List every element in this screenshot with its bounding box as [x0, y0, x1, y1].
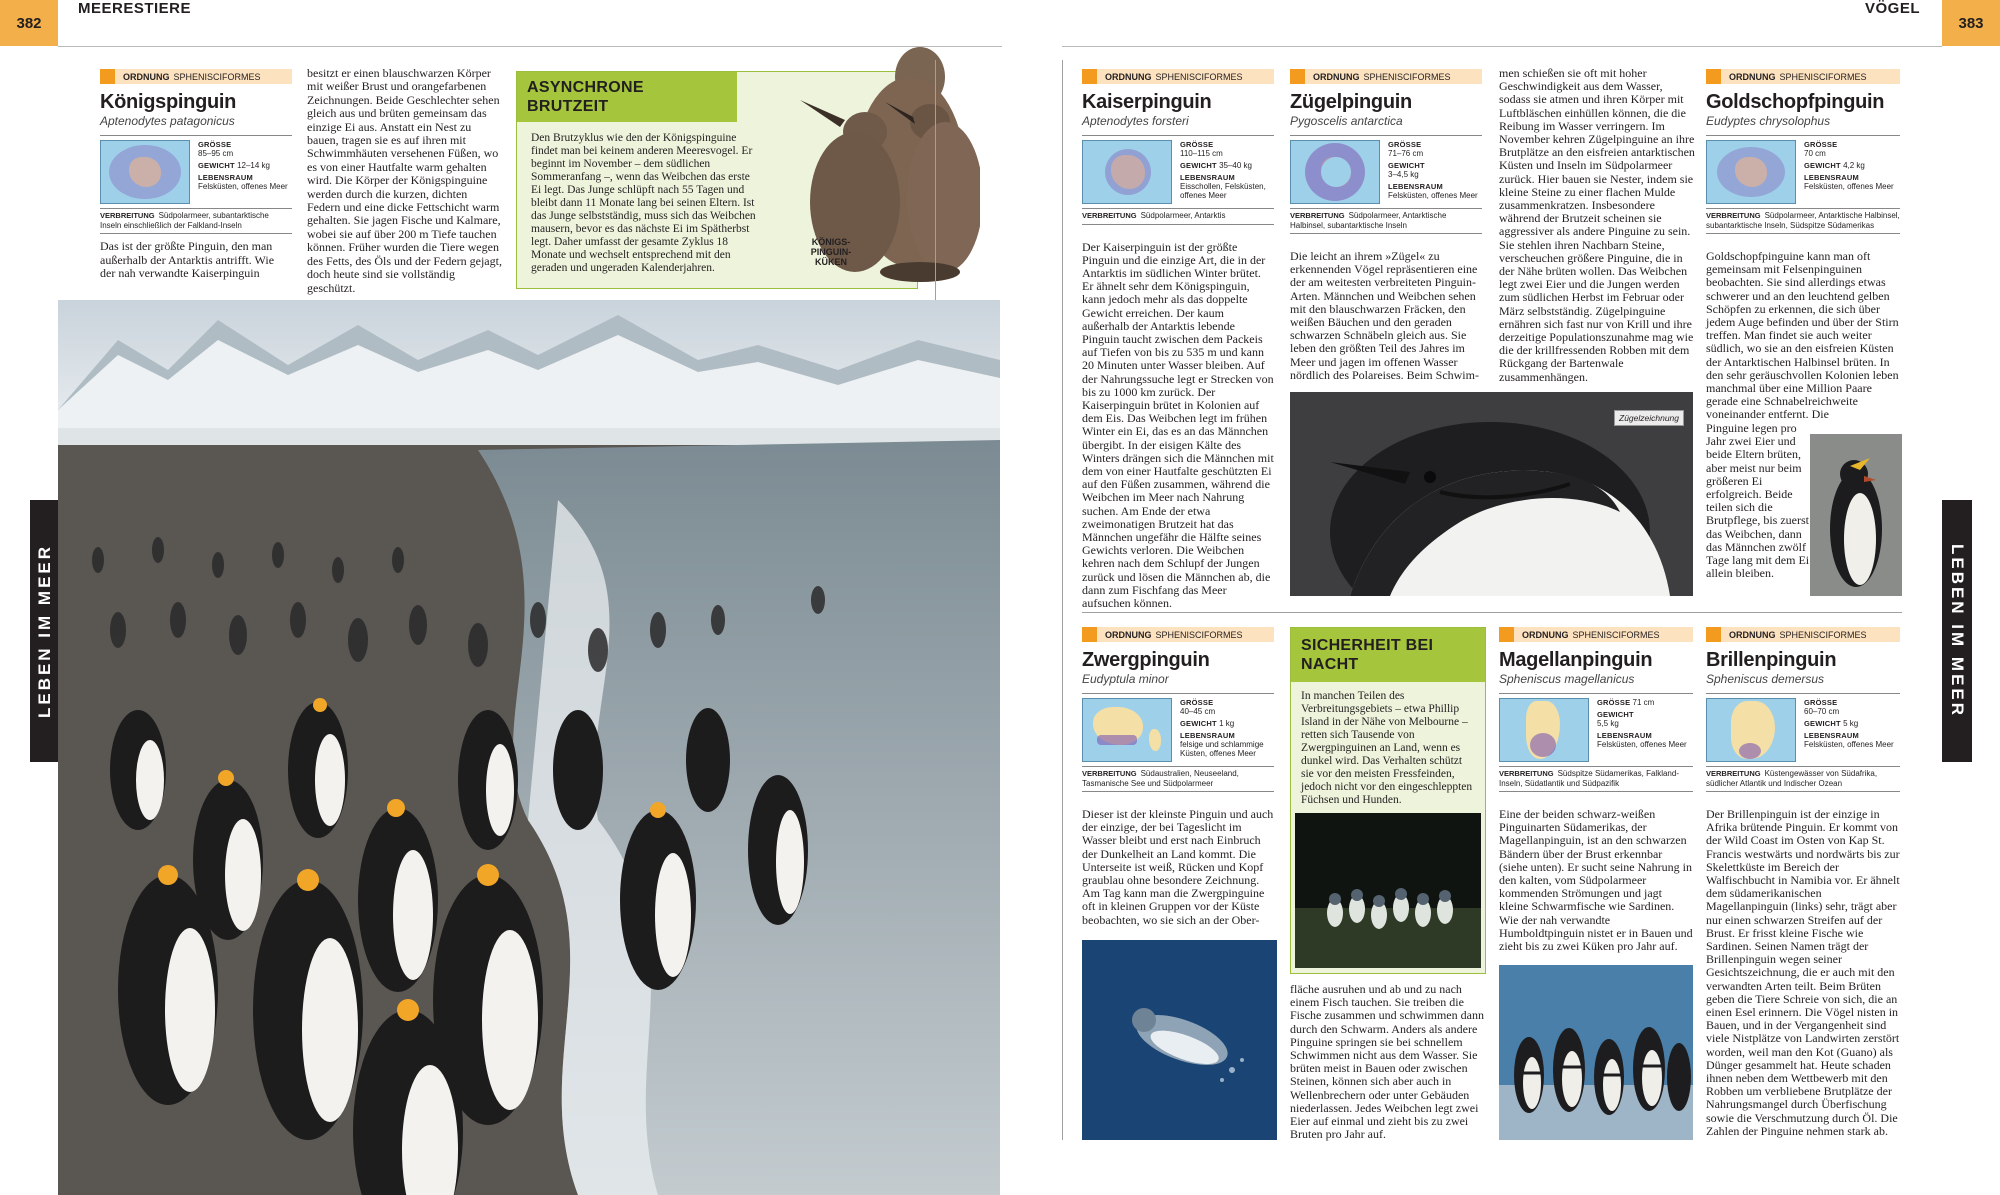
facts-list: GRÖSSE 60–70 cm GEWICHT 5 kg LEBENSRAUM Felsküsten, offenes Meer — [1804, 698, 1894, 749]
running-head-left: MEERESTIERE — [78, 0, 192, 17]
side-tab-left: LEBEN IM MEER — [30, 500, 60, 762]
page-number-left: 382 — [0, 0, 58, 46]
species-text-continued: men schießen sie oft mit hoher Geschwindigkeit aus dem Wasser, sodass sie atmen und ihren Körper mit Luftbläschen einhüllen können, die die Reibung im Wasser verringern. Im November kehren Zügelpinguine an ihre Brutplätze an den eisfreien antarktischen Küsten und Inseln im Südpolarmeer zurück. Hier bauen sie Nester, indem sie kleine Steine zu einer flachen Mulde zusammenkratzen. Insbesondere während der Brutzeit scheinen sie aggressiver als andere Pinguine zu sein. Sie stehlen ihren Nachbarn Steine, verscheuchen größere Pinguine, die in der Nähe brüten wollen. Das Weibchen legt zwei Eier und die Jungen werden zum südlichen Herbst im Februar oder März selbstständig. Zügelpinguine ernähren sich fast nur von Krill und ihre derzeitige Populationszunahme mag wie die der krillfressenden Robben mit dem Rückgang der Bartenwale zusammenhängen. — [1499, 66, 1695, 384]
header-rule-right — [1062, 46, 1942, 47]
order-bar: ORDNUNG SPHENISCIFORMES — [1706, 69, 1900, 84]
order-bar: ORDNUNG SPHENISCIFORMES — [1499, 627, 1693, 642]
facts-list: GRÖSSE 40–45 cm GEWICHT 1 kg LEBENSRAUM felsige und schlammige Küsten, offenes Meer — [1180, 698, 1264, 758]
facts-list: GRÖSSE 110–115 cm GEWICHT 35–40 kg LEBENSRAUM Eisschollen, Felsküsten, offenes Meer — [1180, 140, 1266, 200]
range-text: VERBREITUNG Südpolarmeer, subantarktische Inseln einschließlich der Falkland-Inseln — [100, 208, 292, 234]
species-name: Königspinguin — [100, 91, 237, 113]
fact-panel — [1082, 135, 1274, 204]
photo-label: Zügelzeichnung — [1614, 410, 1684, 426]
order-marker-icon — [1706, 69, 1721, 84]
order-bar: ORDNUNG SPHENISCIFORMES — [1082, 69, 1274, 84]
species-text: Der Kaiserpinguin ist der größte Pinguin und die einzige Art, die in der Antarktis im südlichen Winter brütet. Er ähnelt sehr dem Königspinguin, kann jedoch mehr als das doppelte Gewicht erreichen. Der kaum außerhalb der Antarktis lebende Pinguin taucht zwischen dem Packeis auf Tiefen von bis zu 535 m und kann 20 Minuten unter Wasser bleiben. Auf der Nahrungssuche legt er Strecken von bis zu 1000 km zurück. Der Kaiserpinguin brütet in Kolonien auf dem Eis. Das Weibchen legt im frühen Winter ein Ei, das es an das Männchen übergibt. In der eisigen Kälte des Winters drängen sich die Männchen mit dem von einer Hautfalte geschützten Ei auf den Füßen zusammen, während die Weibchen im Meer nach Nahrung suchen. Am Ende der etwa zweimonatigen Brutzeit hat das Männchen ungefähr die Hälfte seines Gewichts verloren. Die Weibchen kehren nach dem Schlupf der Jungen zurück und lösen die Männchen ab, die dann zum Fischfang das Meer aufsuchen können. — [1082, 239, 1274, 610]
fact-panel — [1706, 135, 1900, 204]
order-bar: ORDNUNG SPHENISCIFORMES — [1706, 627, 1900, 642]
order-marker-icon — [1290, 69, 1305, 84]
gutter-rule — [1062, 60, 1063, 1140]
species-latin: Eudyptula minor — [1082, 672, 1169, 686]
facts-list: GRÖSSE 71 cm GEWICHT 5,5 kg LEBENSRAUM Felsküsten, offenes Meer — [1597, 698, 1687, 749]
species-name: Goldschopfpinguin — [1706, 91, 1885, 113]
species-zwergpinguin — [1082, 627, 1274, 927]
species-text: Das ist der größte Pinguin, den man außerhalb der Antarktis antrifft. Wie der nah verwandte Kaiserpinguin — [100, 239, 275, 280]
side-tab-right: LEBEN IM MEER — [1942, 500, 1972, 762]
species-text-continued: besitzt er einen blauschwarzen Körper mit weißer Brust und orangefarbenen Zeichnungen. Beide Geschlechter sehen gleich aus und brüten gemeinsam das einzige Ei aus. Anstatt ein Nest zu bauen, tragen sie es auf ihren mit Schwimmhäuten versehenen Füßen, wo es von einer Hautfalte warm gehalten wird. Die Körper der Königspinguine werden durch die kurzen, dichten Federn und eine dicke Fettschicht warm gehalten. Sie jagen Fische und Kalmare, wobei sie auf über 200 m Tiefe tauchen können. Früher wurden die Tiere wegen des Fetts, des Öls und der Federn gejagt, doch heute sind sie vollständig geschützt. — [307, 66, 502, 295]
range-map — [1082, 140, 1172, 204]
species-text: Eine der beiden schwarz-weißen Pinguinarten Südamerikas, der Magellanpinguin, ist an den schwarzen Bändern über der Brust erkennbar (siehe unten). Er sucht seine Nahrung in den kalten, vom Südpolarmeer kommenden Strömungen und jagt kleine Schwarmfische wie Sardinen. Wie der nah verwandte Humboldtpinguin nistet er in Bauen und zieht bis zu zwei Küken pro Jahr auf. — [1499, 807, 1693, 954]
facts-list: GRÖSSE 71–76 cm GEWICHT 3–4,5 kg LEBENSRAUM Felsküsten, offenes Meer — [1388, 140, 1478, 200]
fact-panel — [100, 135, 292, 204]
order-marker-icon — [1082, 627, 1097, 642]
facts-list: GRÖSSE 85–95 cm GEWICHT 12–14 kg LEBENSRAUM Felsküsten, offenes Meer — [198, 140, 288, 191]
photo-caption: KÖNIGS-PINGUIN-KÜKEN — [810, 237, 852, 267]
species-text: Goldschopfpinguine kann man oft gemeinsam mit Felsenpinguinen beobachten. Sie sind allerdings etwas schwerer und an den leuchtend gelben Schöpfen zu erkennen, die sich über jedem Auge befinden und über der Stirn treffen. Man findet sie auch weiter südlich, wo sie an den eisfreien Küsten der Antarktischen Halbinsel brüten. In den sehr geräuschvollen Kolonien leben manchmal über eine Million Paare gerade eine Schnabelreichweite voneinander entfernt. Die — [1706, 249, 1899, 422]
fact-panel — [1706, 693, 1900, 762]
order-bar: ORDNUNG SPHENISCIFORMES — [1082, 627, 1274, 642]
species-magellanpinguin — [1499, 627, 1693, 953]
species-latin: Eudyptes chrysolophus — [1706, 114, 1831, 128]
order-marker-icon — [1499, 627, 1514, 642]
page-number-right: 383 — [1942, 0, 2000, 46]
feature-text: Den Brutzyklus wie den der Königspinguine findet man bei keinem anderen Meeresvogel. Er beginnt im November – dem südlichen Sommeranfang –, wenn das Weibchen das erste Ei legt. Das Junge schlüpft nach 55 Tagen und bleibt dann 11 Monate lang bei seinen Eltern. Ist das Junge selbstständig, muss sich das Weibchen mausern, bevor es das nächste Ei im Spätherbst legt. Daher umfasst der gesamte Zyklus 18 Monate und wechselt entsprechend mit den geraden und ungeraden Kalenderjahren. — [531, 132, 756, 274]
species-latin: Aptenodytes forsteri — [1082, 114, 1189, 128]
order-marker-icon — [100, 69, 115, 84]
section-rule — [1082, 612, 1902, 613]
species-name: Kaiserpinguin — [1082, 91, 1212, 113]
species-text: Dieser ist der kleinste Pinguin und auch der einzige, der bei Tageslicht im Wasser bleibt und erst nach Einbruch der Dunkelheit an Land kommt. Die Unterseite ist weiß, Rücken und Kopf graublau ohne besondere Zeichnung. Am Tag kann man die Zwergpinguine oft in kleinen Gruppen vor der Küste beobachten, wo sie sich an der Ober- — [1082, 807, 1274, 927]
species-text: Der Brillenpinguin ist der einzige in Afrika brütende Pinguin. Er kommt von der Wild Coast im Osten von Kap St. Francis westwärts und nordwärts bis zur Skelettküste im Bereich der Walfischbucht in Namibia vor. Er ähnelt dem südamerikanischen Magellanpinguin (links) sehr, trägt aber nur einen schwarzen Streifen auf der Brust. Er frisst kleine Fische wie Sardinen. Seinen Namen trägt der Brillenpinguin wegen seiner Gesichtszeichnung, die er auch mit den verwandten Arten teilt. Beim Brüten geben die Tiere Schreie von sich, die an einen Esel erinnern. Die Vögel nisten in Bauen, und in der Vergangenheit sind viele Nistplätze von Landwirten zerstört worden, weil man den Kot (Guano) als Dünger gesammelt hat. Heute schaden ihnen neben dem Wettbewerb mit den Robben um verbliebene Brutplätze der Nahrungsmangel durch Überfischung sowie die Verschmutzung durch Öl. Die Zahlen der Pinguine nehmen stark ab. — [1706, 807, 1900, 1138]
species-latin: Spheniscus magellanicus — [1499, 672, 1635, 686]
range-map — [1706, 140, 1796, 204]
feature-sicherheit-bei-nacht — [1290, 627, 1486, 974]
feature-title: ASYNCHRONE BRUTZEIT — [517, 72, 737, 122]
species-latin: Pygoscelis antarctica — [1290, 114, 1403, 128]
species-text: Die leicht an ihrem »Zügel« zu erkennenden Vögel repräsentieren eine der am weitesten verbreiteten Pinguin-Arten. Männchen und Weibchen sehen mit den blauschwarzen Fräcken, den weißen Bäuchen und den geraden schwarzen Schnäbeln gleich aus. Sie leben den größten Teil des Jahres im Meer und jagen im offenen Wasser nördlich des Polareises. Beim Schwim- — [1290, 249, 1479, 382]
range-text: VERBREITUNG Südpolarmeer, Antarktis — [1082, 208, 1274, 225]
photo-macaroni-penguin — [1810, 434, 1902, 596]
species-latin: Aptenodytes patagonicus — [100, 114, 235, 128]
facts-list: GRÖSSE 70 cm GEWICHT 4,2 kg LEBENSRAUM Felsküsten, offenes Meer — [1804, 140, 1894, 191]
photo-penguins-at-night — [1295, 813, 1481, 968]
order-marker-icon — [1082, 69, 1097, 84]
photo-magellanic-penguins — [1499, 965, 1693, 1140]
species-goldschopfpinguin — [1706, 69, 1900, 422]
fact-panel — [1290, 135, 1482, 204]
range-map — [100, 140, 190, 204]
order-marker-icon — [1706, 627, 1721, 642]
range-map — [1706, 698, 1796, 762]
range-text: VERBREITUNG Südpolarmeer, Antarktische Halbinsel, subantarktische Inseln, Südspitze Südamerikas — [1706, 208, 1900, 234]
column-rule — [935, 60, 936, 300]
species-name: Brillenpinguin — [1706, 649, 1837, 671]
species-name: Zwergpinguin — [1082, 649, 1210, 671]
species-koenigspinguin — [100, 69, 292, 281]
species-latin: Spheniscus demersus — [1706, 672, 1825, 686]
range-text: VERBREITUNG Südaustralien, Neuseeland, Tasmanische See und Südpolarmeer — [1082, 766, 1274, 792]
photo-little-penguin-swimming — [1082, 940, 1277, 1140]
photo-king-penguin-chicks — [745, 22, 980, 288]
species-name: Magellanpinguin — [1499, 649, 1653, 671]
fact-panel — [1499, 693, 1693, 762]
range-text: VERBREITUNG Südspitze Südamerikas, Falkland-Inseln, Südatlantik und Südpazifik — [1499, 766, 1693, 792]
range-map — [1499, 698, 1589, 762]
species-text-continued: fläche ausruhen und ab und zu nach einem Fisch tauchen. Sie treiben die Fische zusammen und schwimmen dann durch den Schwarm. Anders als andere Pinguine springen sie bei schnellem Schwimmen nicht aus dem Wasser. Sie brüten meist in Bauen oder zwischen Steinen, können sich aber auch in Wellenbrechern oder unter Gebäuden niederlassen. Jedes Weibchen legt zwei Eier auf einmal und zieht bis zu zwei Bruten pro Jahr auf. — [1290, 982, 1484, 1142]
running-head-right: VÖGEL — [1864, 0, 1920, 17]
species-kaiserpinguin — [1082, 69, 1274, 610]
range-map — [1082, 698, 1172, 762]
species-brillenpinguin — [1706, 627, 1900, 1138]
order-bar: ORDNUNG SPHENISCIFORMES — [1290, 69, 1482, 84]
range-text: VERBREITUNG Südpolarmeer, Antarktische Halbinsel, subantarktische Inseln — [1290, 208, 1482, 234]
fact-panel — [1082, 693, 1274, 762]
range-map — [1290, 140, 1380, 204]
species-text-continued: Pinguine legen pro Jahr zwei Eier und beide Eltern brüten, aber meist nur beim größeren Ei erfolgreich. Beide teilen sich die Brutpflege, bis zuerst das Weibchen, dann das Männchen zwölf Tage lang mit dem Ei allein bleiben. — [1706, 421, 1810, 581]
range-text: VERBREITUNG Küstengewässer von Südafrika, südlicher Atlantik und Indischer Ozean — [1706, 766, 1900, 792]
species-zuegelpinguin — [1290, 69, 1482, 382]
species-name: Zügelpinguin — [1290, 91, 1412, 113]
photo-king-penguin-colony — [58, 300, 1000, 1195]
feature-text: In manchen Teilen des Verbreitungsgebiets – etwa Phillip Island in der Nähe von Melbourne – retten sich Tausende von Zwergpinguinen an Land, wenn es dunkel wird. Das Verhalten schützt sie vor den meisten Fressfeinden, jedoch nicht vor den eingeschleppten Füchsen und Hunden. — [1301, 690, 1473, 806]
order-bar: ORDNUNG SPHENISCIFORMES — [100, 69, 292, 84]
feature-title: SICHERHEIT BEI NACHT — [1291, 628, 1485, 682]
